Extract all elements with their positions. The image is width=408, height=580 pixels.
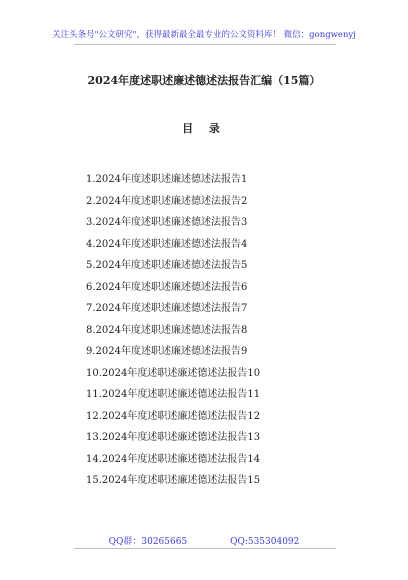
- footer-qq-group: QQ群：30265665: [108, 537, 188, 547]
- toc-item-12[interactable]: 12.2024年度述职述廉述德述法报告12: [86, 410, 261, 422]
- toc-item-3[interactable]: 3.2024年度述职述廉述德述法报告3: [86, 217, 248, 228]
- document-title: 2024年度述职述廉述德述法报告汇编（15篇）: [87, 74, 321, 87]
- toc-item-10[interactable]: 10.2024年度述职述廉述德述法报告10: [86, 367, 261, 379]
- header-banner: 关注头条号"公文研究"，获得最新最全最专业的公文资料库！ 微信：gongwenyj: [52, 30, 356, 40]
- toc-item-11[interactable]: 11.2024年度述职述廉述德述法报告11: [86, 389, 261, 400]
- toc-item-4[interactable]: 4.2024年度述职述廉述德述法报告4: [86, 238, 248, 250]
- toc-item-13[interactable]: 13.2024年度述职述廉述德述法报告13: [86, 432, 261, 443]
- toc-item-6[interactable]: 6.2024年度述职述廉述德述法报告6: [86, 281, 248, 293]
- footer-divider: [74, 548, 336, 549]
- toc-heading: 目 录: [182, 122, 226, 135]
- toc-item-8[interactable]: 8.2024年度述职述廉述德述法报告8: [86, 324, 248, 336]
- toc-item-14[interactable]: 14.2024年度述职述廉述德述法报告14: [86, 453, 261, 465]
- toc-item-5[interactable]: 5.2024年度述职述廉述德述法报告5: [86, 260, 248, 271]
- toc-item-15[interactable]: 15.2024年度述职述廉述德述法报告15: [86, 475, 261, 486]
- toc-item-1[interactable]: 1.2024年度述职述廉述德述法报告1: [86, 174, 248, 185]
- footer: [0, 534, 408, 547]
- header-divider: [74, 44, 336, 45]
- toc-item-2[interactable]: 2.2024年度述职述廉述德述法报告2: [86, 195, 248, 207]
- toc-item-7[interactable]: 7.2024年度述职述廉述德述法报告7: [86, 303, 248, 314]
- footer-qq: QQ:535304092: [230, 537, 300, 547]
- toc-item-9[interactable]: 9.2024年度述职述廉述德述法报告9: [86, 346, 248, 357]
- table-of-contents: [86, 169, 260, 492]
